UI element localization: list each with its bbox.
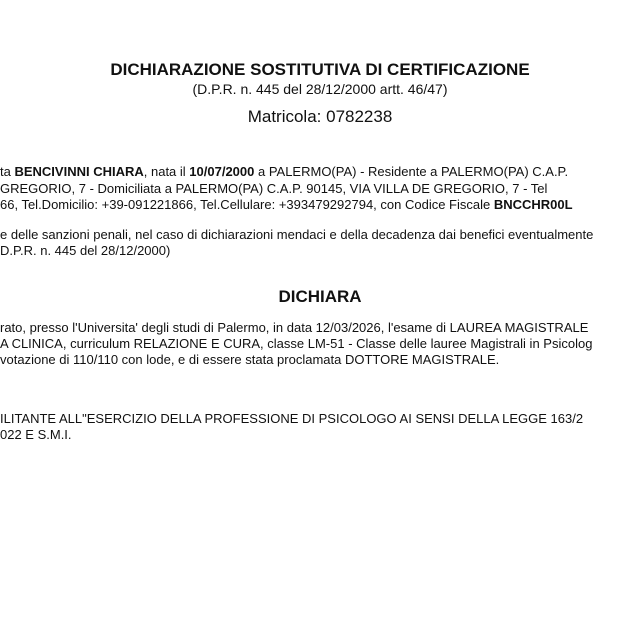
qualification-line-2: 022 E S.M.I. xyxy=(0,427,72,442)
fiscal-code: BNCCHR00L xyxy=(493,197,573,212)
declaration-line-1: rato, presso l'Universita' degli studi di Palermo, in data 12/03/2026, l'esame di LAUREA MAGISTRALE xyxy=(0,320,589,335)
declaration-line-2: A CLINICA, curriculum RELAZIONE E CURA, classe LM-51 - Classe delle lauree Magistrali in Psicolog xyxy=(0,336,593,351)
matricola-number: Matricola: 0782238 xyxy=(247,107,393,126)
warning-line-2: D.P.R. n. 445 del 28/12/2000) xyxy=(0,243,171,258)
qualification-line-1: ILITANTE ALL"ESERCIZIO DELLA PROFESSIONE DI PSICOLOGO AI SENSI DELLA LEGGE 163/2 xyxy=(0,411,584,426)
identity-line-1-prefix: ta xyxy=(0,164,15,179)
declaration-line-3: votazione di 110/110 con lode, e di essere stata proclamata DOTTORE MAGISTRALE. xyxy=(0,352,500,367)
warning-line-1: e delle sanzioni penali, nel caso di dichiarazioni mendaci e della decadenza dai benefici eventualmente xyxy=(0,227,594,242)
identity-line-2: GREGORIO, 7 - Domiciliata a PALERMO(PA) C.A.P. 90145, VIA VILLA DE GREGORIO, 7 - Tel xyxy=(0,181,548,196)
identity-line-1 xyxy=(0,163,568,180)
identity-line-3 xyxy=(0,196,573,213)
document-title: DICHIARAZIONE SOSTITUTIVA DI CERTIFICAZIONE xyxy=(110,60,530,79)
person-name: BENCIVINNI CHIARA xyxy=(14,164,144,179)
birth-date: 10/07/2000 xyxy=(189,164,255,179)
dichiara-heading: DICHIARA xyxy=(278,287,362,306)
document-subtitle: (D.P.R. n. 445 del 28/12/2000 artt. 46/47) xyxy=(192,81,448,97)
contacts-text: 66, Tel.Domicilio: +39-091221866, Tel.Cellulare: +393479292794, con Codice Fiscale xyxy=(0,197,494,212)
identity-line-1-suffix: a PALERMO(PA) - Residente a PALERMO(PA) C.A.P. xyxy=(254,164,569,179)
identity-line-1-mid: , nata il xyxy=(143,164,190,179)
